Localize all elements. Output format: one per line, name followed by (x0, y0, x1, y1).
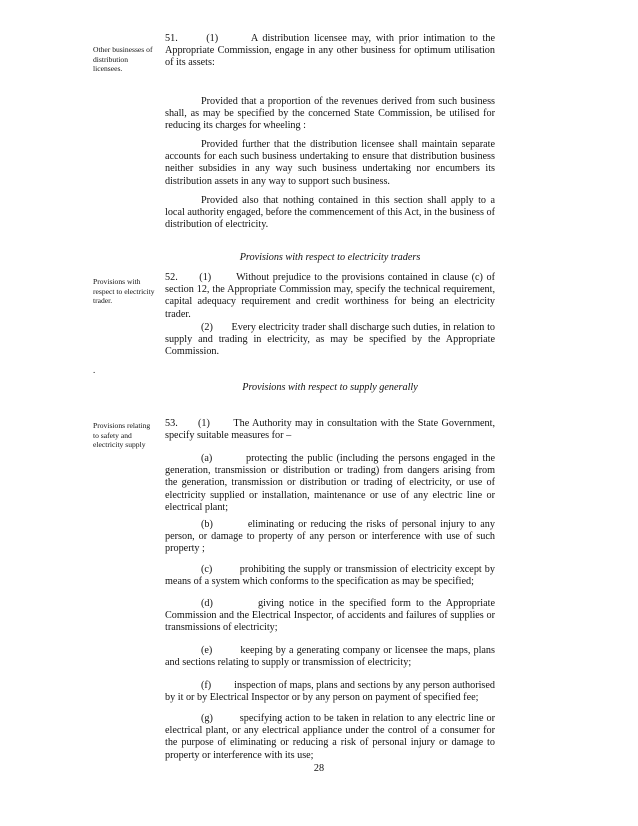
clause-d: (d) giving notice in the specified form to the Appropriate Commission and the Electrical Inspector, of accidents and failures of supplies or transmissions of electricity; (165, 598, 495, 634)
clause-a: (a) protecting the public (including the persons engaged in the generation, transmission or distribution or trading) from dangers arising from the generation, transmission or distribution or trading of electricity, or use of electricity supplied or installation, maintenance or use of any electric line or electrical plant; (165, 453, 495, 513)
section-51-proviso-3: Provided also that nothing contained in this section shall apply to a local authority engaged, before the commencement of this Act, in the business of distribution of electricity. (165, 195, 495, 231)
clause-e: (e) keeping by a generating company or licensee the maps, plans and sections relating to supply or transmission of electricity; (165, 645, 495, 669)
section-51-proviso-1: Provided that a proportion of the revenues derived from such business shall, as may be specified by the concerned State Commission, be utilised for reducing its charges for wheeling : (165, 96, 495, 132)
section-52-para-2: (2) Every electricity trader shall discharge such duties, in relation to supply and trading in electricity, as may be specified by the Appropriate Commission. (165, 322, 495, 358)
clause-c: (c) prohibiting the supply or transmission of electricity except by means of a system which conforms to the specification as may be specified; (165, 564, 495, 588)
heading-electricity-traders: Provisions with respect to electricity traders (239, 252, 421, 263)
clause-g: (g) specifying action to be taken in relation to any electric line or electrical plant, or any electrical appliance under the control of a consumer for the purpose of eliminating or reducing a risk of personal injury or damage to property or interference with its use; (165, 713, 495, 761)
stray-mark: . (93, 365, 96, 375)
section-53-para-1: 53. (1) The Authority may in consultation with the State Government, specify suitable measures for – (165, 418, 495, 442)
section-51-proviso-2: Provided further that the distribution licensee shall maintain separate accounts for each such business undertaking to ensure that distribution business neither subsidies in any way such business undertaking nor encumbers its distribution assets in any way to support such business. (165, 139, 495, 187)
clause-f: (f) inspection of maps, plans and sections by any person authorised by it or by Electrical Inspector or by any person on payment of specified fee; (165, 680, 495, 704)
margin-note-distribution: Other businesses of distribution licensees. (93, 45, 153, 74)
heading-supply-generally: Provisions with respect to supply generally (242, 382, 418, 393)
margin-note-safety: Provisions relating to safety and electricity supply (93, 421, 151, 450)
margin-note-traders: Provisions with respect to electricity trader. (93, 277, 155, 306)
clause-b: (b) eliminating or reducing the risks of personal injury to any person, or damage to property of any person or interference with use of such property ; (165, 519, 495, 555)
section-52-para-1: 52. (1) Without prejudice to the provisions contained in clause (c) of section 12, the Appropriate Commission may, specify the technical requirement, capital adequacy requirement and credit worthiness for being an electricity trader. (165, 272, 495, 320)
section-51-para-1: 51. (1) A distribution licensee may, with prior intimation to the Appropriate Commission, engage in any other business for optimum utilisation of its assets: (165, 33, 495, 69)
page-number: 28 (313, 763, 325, 774)
